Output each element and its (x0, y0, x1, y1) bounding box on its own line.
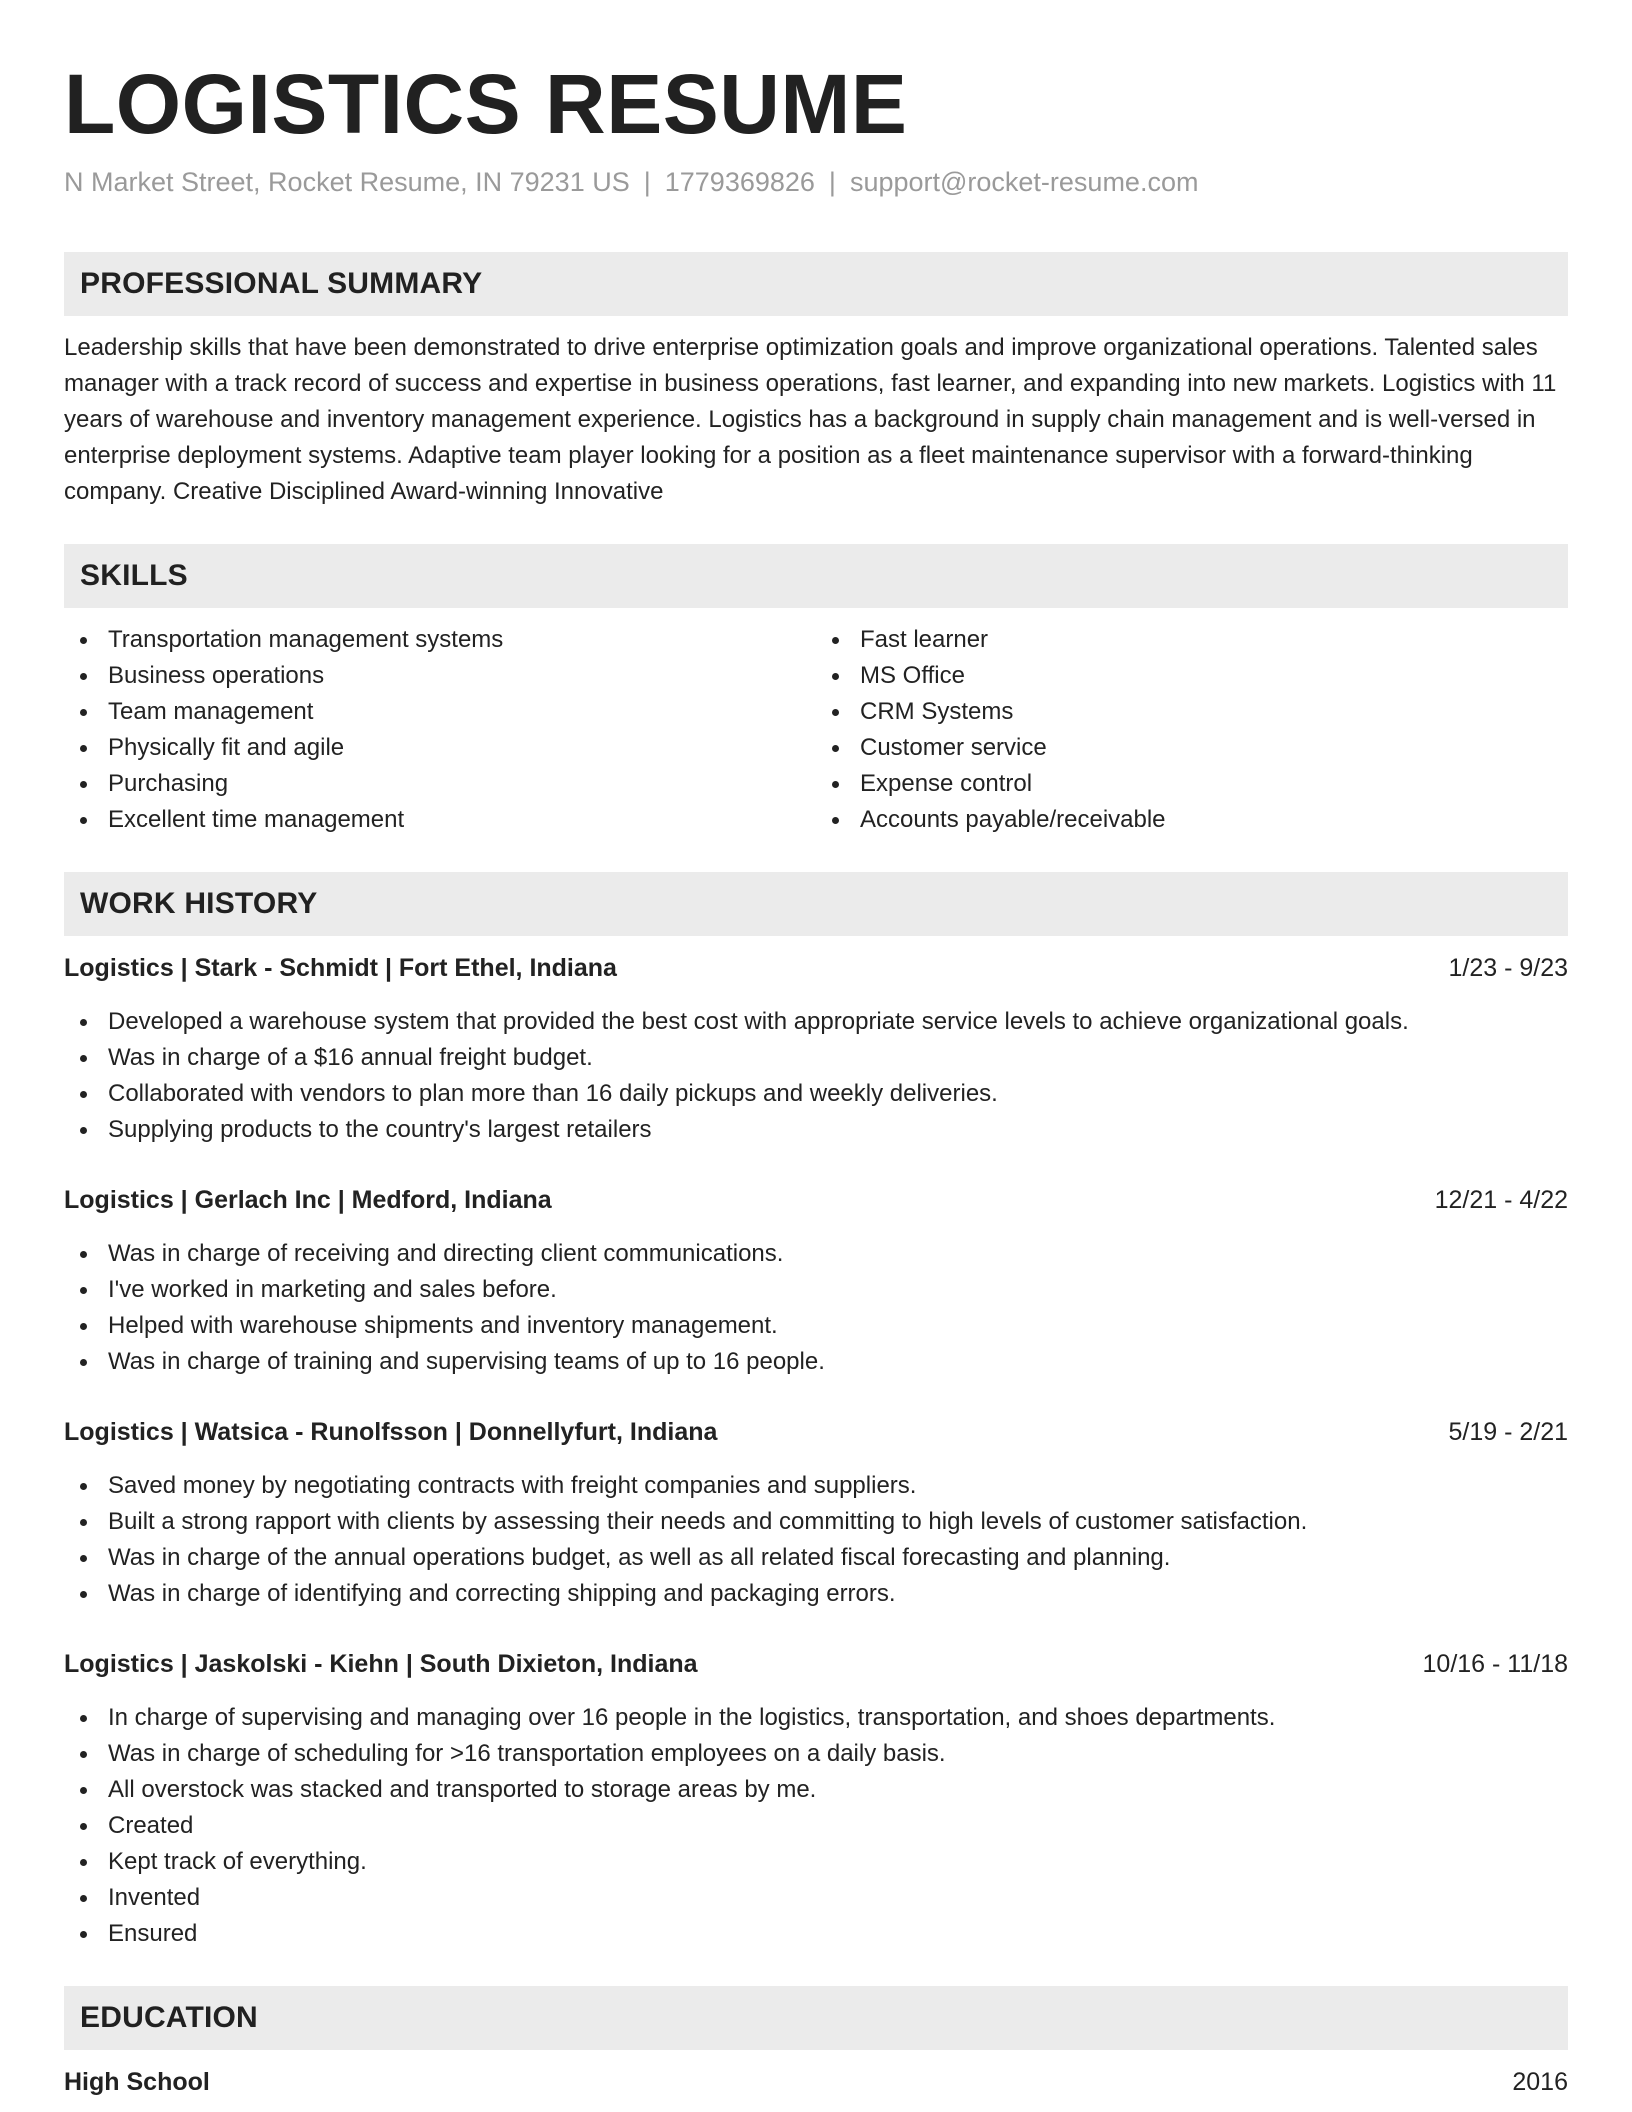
job-dates: 5/19 - 2/21 (1448, 1418, 1568, 1446)
skill-item: Fast learner (816, 622, 1568, 658)
job-header (64, 1646, 1568, 1682)
skill-item: MS Office (816, 658, 1568, 694)
job-bullets (64, 1468, 1568, 1612)
job-title: Logistics | Jaskolski - Kiehn | South Dixieton, Indiana (64, 1650, 698, 1678)
skill-item: Purchasing (64, 766, 816, 802)
job-bullet: All overstock was stacked and transported to storage areas by me. (64, 1772, 1568, 1808)
contact-line (64, 164, 1568, 200)
contact-email[interactable]: support@rocket-resume.com (849, 167, 1199, 197)
job-bullet: Was in charge of a $16 annual freight budget. (64, 1040, 1568, 1076)
skill-item: Customer service (816, 730, 1568, 766)
job-bullet: Was in charge of training and supervising teams of up to 16 people. (64, 1344, 1568, 1380)
skill-item: Physically fit and agile (64, 730, 816, 766)
job-header (64, 1414, 1568, 1450)
job-entry (64, 1646, 1568, 1952)
job-dates: 1/23 - 9/23 (1448, 954, 1568, 982)
job-dates: 10/16 - 11/18 (1422, 1650, 1568, 1678)
skill-item: Expense control (816, 766, 1568, 802)
skill-item: Business operations (64, 658, 816, 694)
section-heading: PROFESSIONAL SUMMARY (80, 267, 483, 300)
job-bullet: Helped with warehouse shipments and inventory management. (64, 1308, 1568, 1344)
skills-column-left (64, 622, 816, 838)
job-bullet: Was in charge of the annual operations budget, as well as all related fiscal forecasting and planning. (64, 1540, 1568, 1576)
job-bullet: Collaborated with vendors to plan more than 16 daily pickups and weekly deliveries. (64, 1076, 1568, 1112)
job-bullet: Supplying products to the country's largest retailers (64, 1112, 1568, 1148)
job-bullet: Kept track of everything. (64, 1844, 1568, 1880)
job-bullet: Invented (64, 1880, 1568, 1916)
job-bullet: Developed a warehouse system that provided the best cost with appropriate service levels to achieve organizational goals. (64, 1004, 1568, 1040)
education-name: High School (64, 2068, 210, 2096)
job-entry (64, 950, 1568, 1148)
job-entry (64, 1414, 1568, 1612)
contact-separator: | (828, 167, 836, 197)
job-bullet: Created (64, 1808, 1568, 1844)
skills-grid (64, 622, 1568, 838)
job-bullet: In charge of supervising and managing over 16 people in the logistics, transportation, and shoes departments. (64, 1700, 1568, 1736)
job-dates: 12/21 - 4/22 (1434, 1186, 1568, 1214)
education-year: 2016 (1512, 2068, 1568, 2096)
contact-separator: | (643, 167, 651, 197)
section-header-summary (64, 252, 1568, 316)
job-bullets (64, 1700, 1568, 1952)
job-bullets (64, 1004, 1568, 1148)
summary-text: Leadership skills that have been demonstrated to drive enterprise optimization goals and improve organizational operations. Talented sales manager with a track record of success and expertise in business operations, fast learner, and expanding into new markets. Logistics with 11 years of warehouse and inventory management experience. Logistics has a background in supply chain management and is well-versed in enterprise deployment systems. Adaptive team player looking for a position as a fleet maintenance supervisor with a forward-thinking company. Creative Disciplined Award-winning Innovative (64, 334, 1557, 505)
skill-item: CRM Systems (816, 694, 1568, 730)
job-bullet: I've worked in marketing and sales before. (64, 1272, 1568, 1308)
job-bullet: Saved money by negotiating contracts with freight companies and suppliers. (64, 1468, 1568, 1504)
contact-address: N Market Street, Rocket Resume, IN 79231 US (64, 167, 630, 197)
section-header-education (64, 1986, 1568, 2050)
job-header (64, 950, 1568, 986)
job-bullets (64, 1236, 1568, 1380)
job-bullet: Was in charge of receiving and directing client communications. (64, 1236, 1568, 1272)
job-title: Logistics | Gerlach Inc | Medford, Indiana (64, 1186, 552, 1214)
job-title: Logistics | Stark - Schmidt | Fort Ethel, Indiana (64, 954, 617, 982)
job-bullet: Ensured (64, 1916, 1568, 1952)
job-bullet: Was in charge of identifying and correcting shipping and packaging errors. (64, 1576, 1568, 1612)
section-heading: EDUCATION (80, 2001, 258, 2034)
section-header-skills (64, 544, 1568, 608)
skills-column-right (816, 622, 1568, 838)
section-header-work-history (64, 872, 1568, 936)
job-title: Logistics | Watsica - Runolfsson | Donnellyfurt, Indiana (64, 1418, 718, 1446)
skill-item: Team management (64, 694, 816, 730)
job-entry (64, 1182, 1568, 1380)
resume-title: LOGISTICS RESUME (64, 57, 908, 151)
job-bullet: Built a strong rapport with clients by assessing their needs and committing to high levels of customer satisfaction. (64, 1504, 1568, 1540)
section-heading: SKILLS (80, 559, 188, 592)
skill-item: Transportation management systems (64, 622, 816, 658)
job-header (64, 1182, 1568, 1218)
education-entry (64, 2064, 1568, 2100)
skills-list-left (64, 622, 816, 838)
section-heading: WORK HISTORY (80, 887, 318, 920)
job-bullet: Was in charge of scheduling for >16 transportation employees on a daily basis. (64, 1736, 1568, 1772)
contact-phone: 1779369826 (664, 167, 815, 197)
skills-list-right (816, 622, 1568, 838)
skill-item: Excellent time management (64, 802, 816, 838)
skill-item: Accounts payable/receivable (816, 802, 1568, 838)
